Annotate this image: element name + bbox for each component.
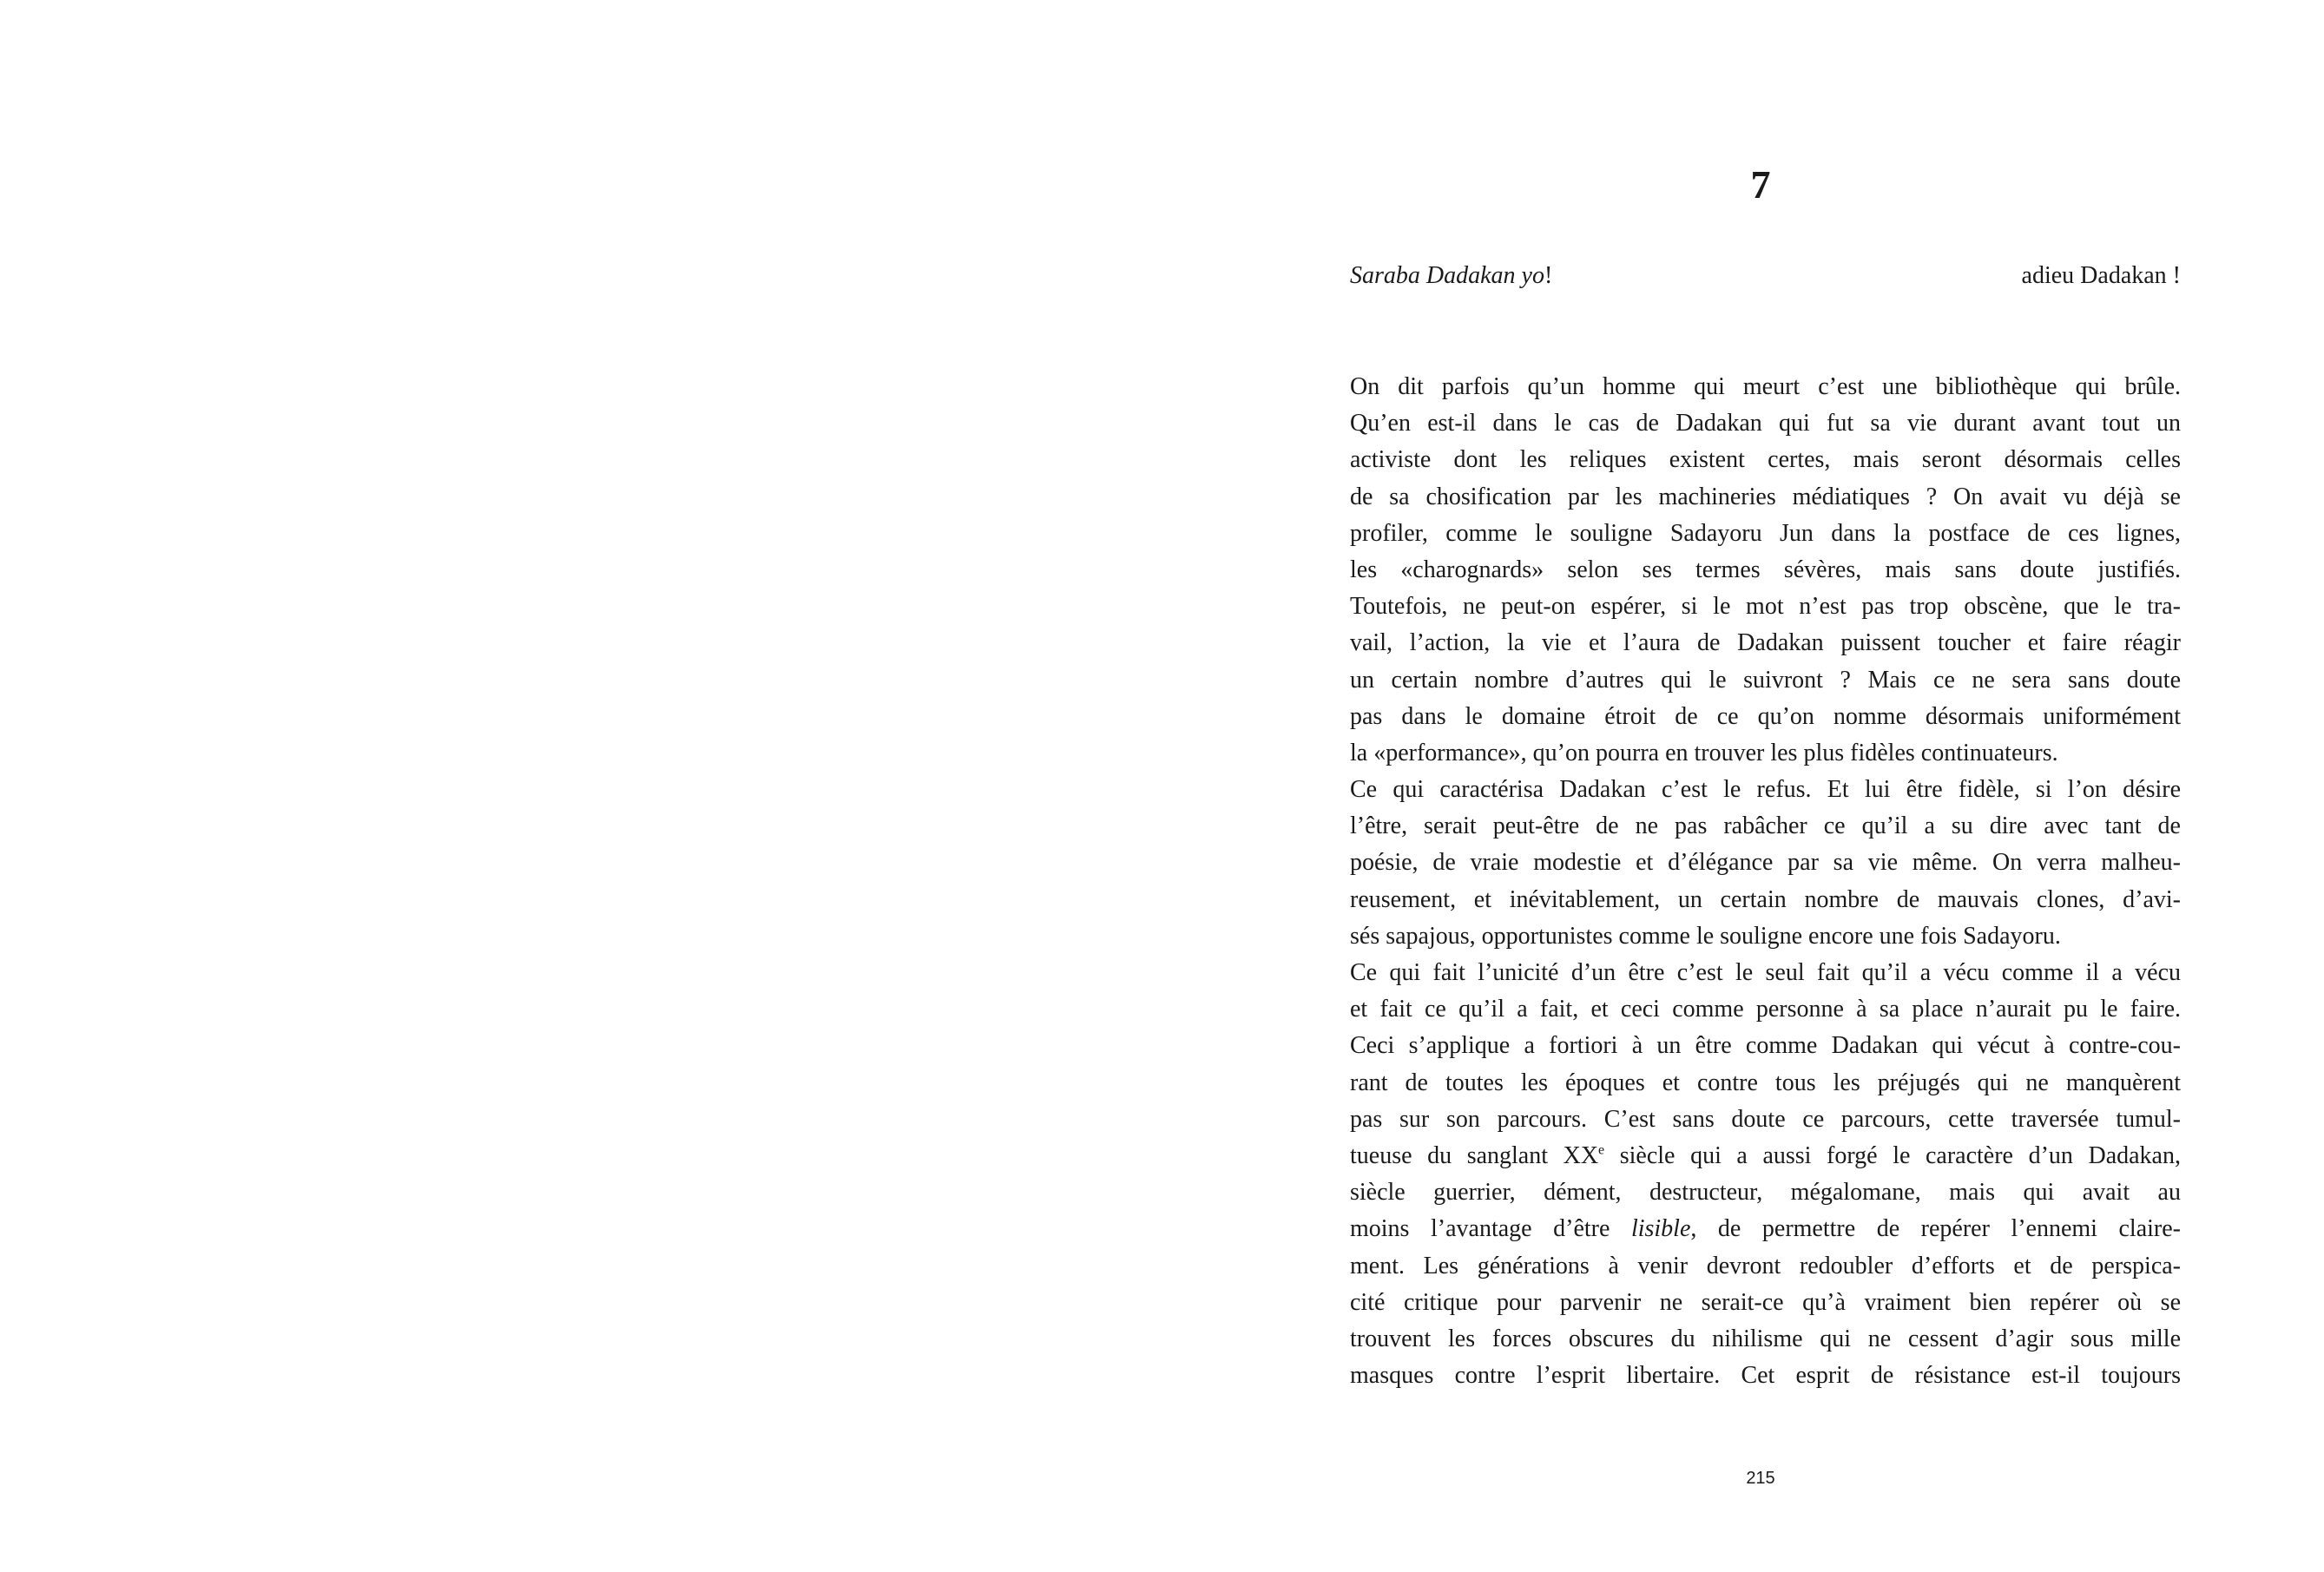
text-line-part: siècle qui a aussi forgé le caractère d’un Dadakan,	[1604, 1141, 2181, 1169]
text-line-part: tueuse du sanglant XX	[1350, 1141, 1599, 1169]
text-line: activiste dont les reliques existent certes, mais seront désormais celles	[1350, 446, 2181, 474]
body-text	[1350, 369, 2181, 1394]
text-line: On dit parfois qu’un homme qui meurt c’est une bibliothèque qui brûle.	[1350, 373, 2181, 400]
text-line: sés sapajous, opportunistes comme le souligne encore une fois Sadayoru.	[1350, 922, 2061, 950]
text-line: poésie, de vraie modestie et d’élégance par sa vie même. On verra malheu-	[1350, 849, 2181, 877]
superscript-e: e	[1598, 1142, 1605, 1158]
text-line: rant de toutes les époques et contre tous les préjugés qui ne manquèrent	[1350, 1069, 2181, 1096]
text-line-part: , de permettre de repérer l’ennemi claire-	[1690, 1215, 2181, 1243]
chapter-number: 7	[1750, 162, 1771, 207]
epigraph-japanese	[1350, 260, 1552, 292]
text-line: l’être, serait peut-être de ne pas rabâcher ce qu’il a su dire avec tant de	[1350, 812, 2181, 840]
epigraph-french: adieu Dadakan !	[2021, 262, 2181, 289]
text-line: les «charognards» selon ses termes sévères, mais sans doute justifiés.	[1350, 556, 2181, 583]
text-line: cité critique pour parvenir ne serait-ce qu’à vraiment bien repérer où se	[1350, 1288, 2181, 1316]
epigraph	[1350, 260, 2181, 292]
text-line: et fait ce qu’il a fait, et ceci comme personne à sa place n’aurait pu le faire.	[1350, 996, 2181, 1023]
text-line: un certain nombre d’autres qui le suivront ? Mais ce ne sera sans doute	[1350, 666, 2181, 694]
italic-word-lisible: lisible	[1630, 1215, 1691, 1243]
text-line-part: moins l’avantage d’être	[1350, 1215, 1631, 1243]
text-line: ment. Les générations à venir devront redoubler d’efforts et de perspica-	[1350, 1252, 2181, 1279]
text-line: reusement, et inévitablement, un certain nombre de mauvais clones, d’avi-	[1350, 885, 2181, 913]
text-line: pas dans le domaine étroit de ce qu’on nomme désormais uniformément	[1350, 702, 2181, 730]
page-number: 215	[1746, 1469, 1775, 1488]
text-line: Ce qui fait l’unicité d’un être c’est le seul fait qu’il a vécu comme il a vécu	[1350, 959, 2181, 986]
text-line: de sa chosification par les machineries médiatiques ? On avait vu déjà se	[1350, 483, 2181, 510]
text-line: Ceci s’applique a fortiori à un être comme Dadakan qui vécut à contre-cou-	[1350, 1032, 2181, 1060]
epigraph-japanese-text: Saraba Dadakan yo	[1350, 262, 1544, 289]
epigraph-japanese-punct: !	[1544, 262, 1553, 289]
text-line	[1350, 1211, 2181, 1247]
text-line: profiler, comme le souligne Sadayoru Jun dans la postface de ces lignes,	[1350, 519, 2181, 547]
text-line: Ce qui caractérisa Dadakan c’est le refus. Et lui être fidèle, si l’on désire	[1350, 776, 2181, 804]
text-line: masques contre l’esprit libertaire. Cet esprit de résistance est-il toujours	[1350, 1362, 2181, 1390]
text-line	[1350, 1138, 2181, 1174]
text-line: vail, l’action, la vie et l’aura de Dadakan puissent toucher et faire réagir	[1350, 629, 2181, 657]
text-line: la «performance», qu’on pourra en trouver les plus fidèles continuateurs.	[1350, 739, 2058, 766]
text-line: siècle guerrier, dément, destructeur, mégalomane, mais qui avait au	[1350, 1179, 2181, 1207]
text-line: trouvent les forces obscures du nihilisme qui ne cessent d’agir sous mille	[1350, 1325, 2181, 1352]
text-line: Toutefois, ne peut-on espérer, si le mot n’est pas trop obscène, que le tra-	[1350, 593, 2181, 621]
text-line: pas sur son parcours. C’est sans doute ce parcours, cette traversée tumul-	[1350, 1105, 2181, 1133]
text-line: Qu’en est-il dans le cas de Dadakan qui fut sa vie durant avant tout un	[1350, 410, 2181, 437]
